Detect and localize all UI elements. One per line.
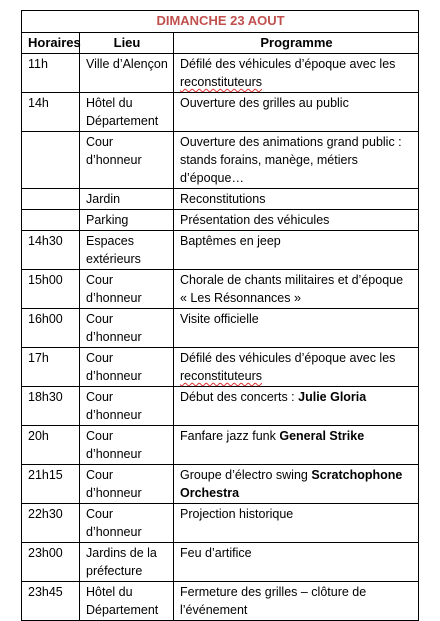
programme-text: Présentation des véhicules	[180, 213, 330, 227]
cell-time: 22h30	[22, 504, 80, 543]
cell-time	[22, 210, 80, 231]
cell-time: 21h15	[22, 465, 80, 504]
cell-programme	[174, 132, 419, 189]
cell-place: Cour d’honneur	[80, 270, 174, 309]
cell-time	[22, 132, 80, 189]
table-row	[22, 465, 419, 504]
table-row	[22, 189, 419, 210]
cell-place: Espaces extérieurs	[80, 231, 174, 270]
spellcheck-underlined-word: reconstituteurs	[180, 75, 262, 89]
header-row	[22, 33, 419, 54]
cell-time: 11h	[22, 54, 80, 93]
cell-place: Hôtel du Département	[80, 582, 174, 621]
cell-time: 17h	[22, 348, 80, 387]
cell-programme	[174, 387, 419, 426]
cell-time: 20h	[22, 426, 80, 465]
programme-text: Début des concerts :	[180, 390, 295, 404]
schedule-table	[21, 10, 419, 621]
table-row	[22, 309, 419, 348]
cell-time: 23h45	[22, 582, 80, 621]
cell-programme	[174, 93, 419, 132]
cell-programme	[174, 582, 419, 621]
cell-programme	[174, 348, 419, 387]
artist-name: General Strike	[279, 429, 365, 443]
table-row	[22, 504, 419, 543]
header-programme: Programme	[174, 33, 419, 54]
cell-place: Hôtel du Département	[80, 93, 174, 132]
programme-text: Groupe d’électro swing	[180, 468, 308, 482]
cell-programme	[174, 309, 419, 348]
cell-programme	[174, 543, 419, 582]
table-row	[22, 348, 419, 387]
table-row	[22, 210, 419, 231]
programme-text: Ouverture des grilles au public	[180, 96, 349, 110]
cell-place: Cour d’honneur	[80, 309, 174, 348]
programme-text: Reconstitutions	[180, 192, 266, 206]
programme-text: Défilé des véhicules d’époque avec les	[180, 351, 396, 365]
cell-place: Cour d’honneur	[80, 465, 174, 504]
cell-time: 18h30	[22, 387, 80, 426]
programme-text: Défilé des véhicules d’époque avec les	[180, 57, 396, 71]
programme-text: Chorale de chants militaires et d’époque « Les Résonnances »	[180, 273, 404, 305]
table-row	[22, 582, 419, 621]
table-row	[22, 93, 419, 132]
cell-place: Cour d’honneur	[80, 426, 174, 465]
table-row	[22, 543, 419, 582]
cell-place: Jardins de la préfecture	[80, 543, 174, 582]
cell-place: Cour d’honneur	[80, 132, 174, 189]
programme-text: Fermeture des grilles – clôture de l’événement	[180, 585, 367, 617]
cell-programme	[174, 231, 419, 270]
cell-time: 15h00	[22, 270, 80, 309]
cell-time: 23h00	[22, 543, 80, 582]
programme-text: Fanfare jazz funk	[180, 429, 276, 443]
cell-place: Parking	[80, 210, 174, 231]
title-row	[22, 11, 419, 33]
programme-text: Feu d’artifice	[180, 546, 252, 560]
header-horaires: Horaires	[22, 33, 80, 54]
table-row	[22, 270, 419, 309]
cell-place: Ville d’Alençon	[80, 54, 174, 93]
programme-text: Visite officielle	[180, 312, 259, 326]
table-row	[22, 132, 419, 189]
programme-text: Baptêmes en jeep	[180, 234, 281, 248]
programme-text: Ouverture des animations grand public : stands forains, manège, métiers d’époque…	[180, 135, 402, 185]
table-row	[22, 231, 419, 270]
cell-programme	[174, 270, 419, 309]
cell-programme	[174, 504, 419, 543]
spellcheck-underlined-word: reconstituteurs	[180, 369, 262, 383]
artist-name: Scratchophone Orchestra	[180, 468, 403, 500]
cell-programme	[174, 426, 419, 465]
table-row	[22, 387, 419, 426]
cell-time: 14h	[22, 93, 80, 132]
cell-time: 14h30	[22, 231, 80, 270]
cell-programme	[174, 189, 419, 210]
table-row	[22, 426, 419, 465]
cell-programme	[174, 210, 419, 231]
header-lieu: Lieu	[80, 33, 174, 54]
artist-name: Julie Gloria	[298, 390, 367, 404]
schedule-title: DIMANCHE 23 AOUT	[22, 11, 419, 33]
cell-time: 16h00	[22, 309, 80, 348]
cell-programme	[174, 54, 419, 93]
table-row	[22, 54, 419, 93]
cell-place: Jardin	[80, 189, 174, 210]
cell-programme	[174, 465, 419, 504]
cell-place: Cour d’honneur	[80, 387, 174, 426]
programme-text: Projection historique	[180, 507, 294, 521]
cell-place: Cour d’honneur	[80, 504, 174, 543]
cell-place: Cour d’honneur	[80, 348, 174, 387]
cell-time	[22, 189, 80, 210]
